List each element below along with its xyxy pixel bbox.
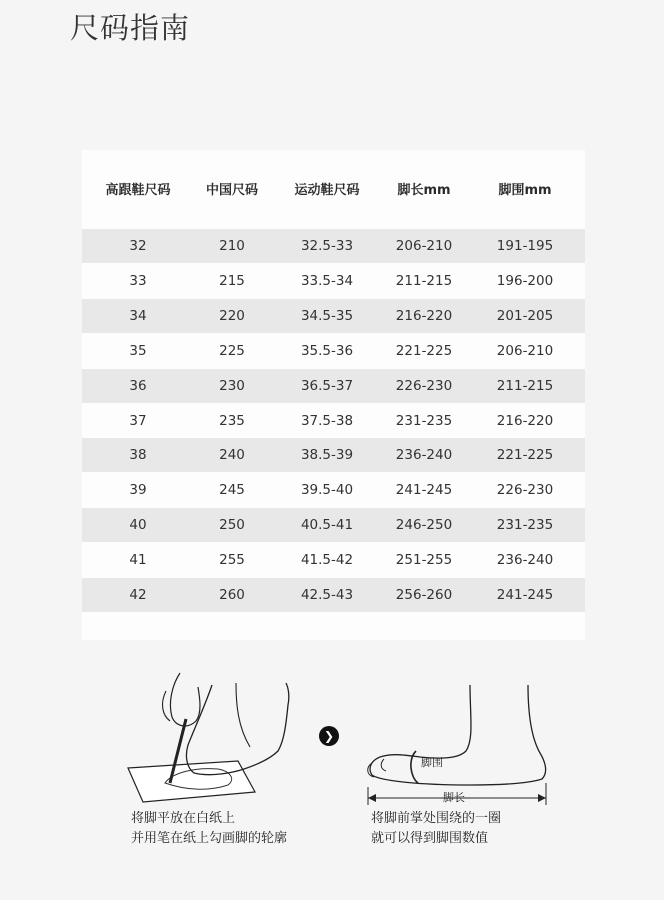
cell-china-size: 240 (219, 447, 245, 464)
step2-caption (371, 809, 501, 849)
step1-line2: 并用笔在纸上勾画脚的轮廓 (131, 831, 288, 846)
cell-heel-size: 34 (129, 307, 147, 324)
table-row (82, 404, 585, 438)
cell-sneaker-size: 37.5-38 (300, 412, 354, 429)
cell-china-size: 235 (219, 412, 245, 429)
cell-foot-girth: 231-235 (496, 517, 554, 534)
cell-foot-length: 226-230 (395, 377, 453, 394)
cell-foot-length: 256-260 (395, 587, 453, 603)
header-sneaker-size: 运动鞋尺码 (294, 183, 360, 198)
cell-china-size: 255 (219, 552, 245, 569)
cell-foot-length: 241-245 (395, 482, 453, 499)
cell-sneaker-size: 35.5-36 (300, 342, 354, 359)
cell-foot-length: 246-250 (395, 517, 453, 534)
header-foot-length: 脚长mm (397, 183, 451, 198)
cell-foot-girth: 201-205 (496, 307, 554, 324)
cell-sneaker-size: 41.5-42 (300, 552, 354, 569)
step2-line1: 将脚前掌处围绕的一圈 (371, 811, 502, 826)
cell-foot-length: 206-210 (395, 238, 453, 254)
table-row (82, 369, 585, 403)
foot-drawing-svg (0, 655, 664, 896)
cell-sneaker-size: 34.5-35 (300, 307, 354, 324)
cell-sneaker-size: 33.5-34 (300, 272, 354, 289)
measuring-illustration (0, 655, 664, 896)
cell-foot-girth: 241-245 (496, 587, 554, 603)
table-row (82, 264, 585, 298)
cell-heel-size: 41 (129, 552, 147, 569)
hand-icon (170, 673, 200, 726)
cell-foot-length: 231-235 (395, 412, 453, 429)
cell-foot-length: 211-215 (395, 272, 453, 289)
cell-foot-girth: 226-230 (496, 482, 554, 499)
header-heel-size: 高跟鞋尺码 (105, 183, 171, 198)
table-row (82, 229, 585, 263)
step1-line1: 将脚平放在白纸上 (131, 811, 236, 826)
cell-foot-girth: 216-220 (496, 412, 554, 429)
cell-china-size: 245 (219, 482, 245, 499)
header-foot-girth: 脚围mm (498, 183, 552, 198)
cell-foot-girth: 206-210 (496, 342, 554, 359)
cell-heel-size: 37 (129, 412, 147, 429)
foot-side-icon (370, 685, 546, 785)
cell-china-size: 250 (219, 517, 245, 534)
table-row (82, 508, 585, 542)
table-header (82, 150, 585, 222)
cell-foot-length: 236-240 (395, 447, 453, 464)
cell-foot-girth: 196-200 (496, 272, 554, 289)
cell-sneaker-size: 36.5-37 (300, 377, 354, 394)
cell-foot-girth: 191-195 (496, 238, 554, 254)
cell-china-size: 225 (219, 342, 245, 359)
table-row (82, 473, 585, 507)
table-row (82, 299, 585, 333)
cell-foot-length: 251-255 (395, 552, 453, 569)
cell-heel-size: 38 (129, 447, 147, 464)
size-table (82, 150, 585, 640)
table-row (82, 543, 585, 577)
table-row (82, 334, 585, 368)
cell-heel-size: 40 (129, 517, 147, 534)
cell-foot-length: 216-220 (395, 307, 453, 324)
cell-china-size: 210 (219, 238, 245, 254)
girth-label: 脚围 (421, 756, 443, 769)
length-label: 脚长 (443, 791, 465, 804)
table-row (82, 438, 585, 472)
chevron-right-icon: ❯ (319, 726, 339, 746)
paper-sheet-icon (128, 761, 255, 802)
cell-heel-size: 42 (129, 587, 147, 603)
cell-heel-size: 35 (129, 342, 147, 359)
header-china-size: 中国尺码 (205, 183, 258, 198)
cell-china-size: 260 (219, 587, 245, 603)
step1-caption (131, 809, 287, 849)
cell-heel-size: 39 (129, 482, 147, 499)
cell-heel-size: 32 (129, 238, 147, 254)
cell-sneaker-size: 40.5-41 (300, 517, 354, 534)
cell-foot-length: 221-225 (395, 342, 453, 359)
cell-china-size: 215 (219, 272, 245, 289)
cell-sneaker-size: 39.5-40 (300, 482, 354, 499)
cell-china-size: 220 (219, 307, 245, 324)
cell-heel-size: 36 (129, 377, 147, 394)
cell-foot-girth: 221-225 (496, 447, 554, 464)
cell-sneaker-size: 32.5-33 (300, 238, 354, 254)
step2-line2: 就可以得到脚围数值 (371, 831, 489, 846)
cell-sneaker-size: 38.5-39 (300, 447, 354, 464)
page-title: 尺码指南 (70, 11, 191, 45)
table-row (82, 578, 585, 612)
cell-heel-size: 33 (129, 272, 147, 289)
cell-sneaker-size: 42.5-43 (300, 587, 354, 603)
cell-foot-girth: 236-240 (496, 552, 554, 569)
cell-china-size: 230 (219, 377, 245, 394)
cell-foot-girth: 211-215 (496, 377, 554, 394)
